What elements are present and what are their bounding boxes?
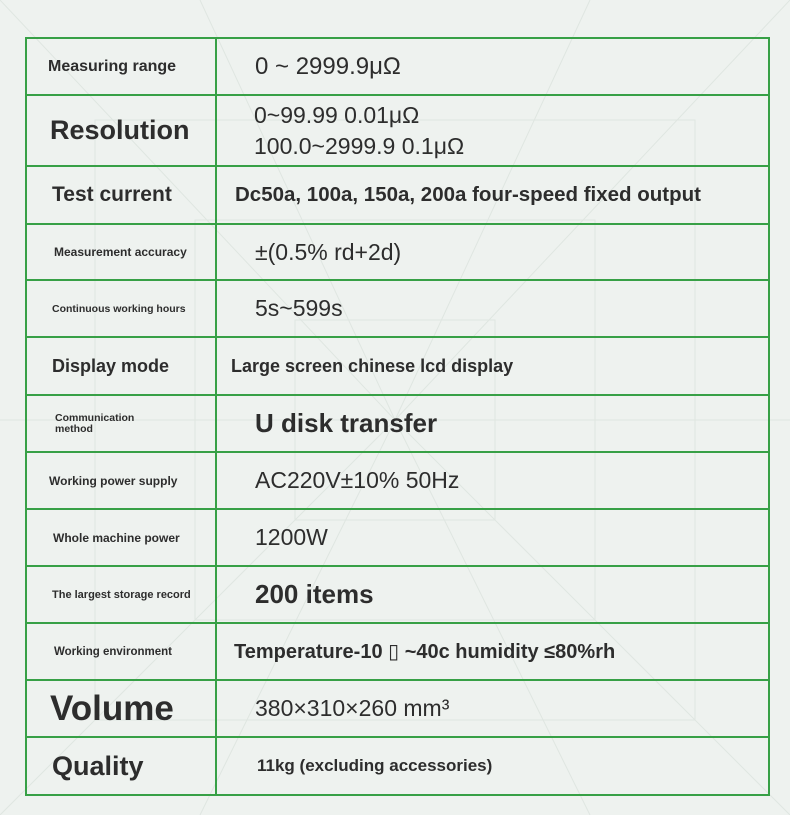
spec-label-cell xyxy=(26,509,216,566)
spec-value-line-2: 100.0~2999.9 0.1μΩ xyxy=(254,132,465,159)
spec-row-quality xyxy=(26,737,769,795)
spec-label-cell xyxy=(26,38,216,95)
spec-row-continuous-working-hours xyxy=(26,280,769,337)
spec-value-cell xyxy=(216,95,769,166)
spec-label: Continuous working hours xyxy=(52,302,186,315)
spec-label-cell xyxy=(26,737,216,795)
spec-label-line-1: Communication xyxy=(55,411,135,424)
spec-value-cell xyxy=(216,166,769,224)
spec-row-resolution xyxy=(26,95,769,166)
spec-value: 1200W xyxy=(255,524,328,550)
spec-value: AC220V±10% 50Hz xyxy=(255,467,460,493)
spec-label-cell xyxy=(26,95,216,166)
spec-row-communication-method xyxy=(26,395,769,452)
spec-label: Working environment xyxy=(54,645,172,658)
spec-row-working-environment xyxy=(26,623,769,680)
spec-value-cell xyxy=(216,38,769,95)
spec-value-cell xyxy=(216,509,769,566)
spec-label-cell xyxy=(26,166,216,224)
spec-label: Measuring range xyxy=(48,57,177,75)
spec-value: 200 items xyxy=(255,579,374,609)
spec-value-cell xyxy=(216,224,769,280)
spec-label: Measurement accuracy xyxy=(54,245,187,259)
spec-value-cell xyxy=(216,566,769,623)
spec-value-cell xyxy=(216,337,769,395)
spec-value-line-1: 0~99.99 0.01μΩ xyxy=(254,101,420,128)
spec-label-cell xyxy=(26,280,216,337)
spec-value: 5s~599s xyxy=(255,295,343,321)
spec-label-cell xyxy=(26,224,216,280)
spec-label-cell xyxy=(26,566,216,623)
spec-label: The largest storage record xyxy=(52,588,191,601)
spec-label: Resolution xyxy=(50,115,190,145)
spec-row-volume xyxy=(26,680,769,737)
spec-row-measurement-accuracy xyxy=(26,224,769,280)
spec-value: Dc50a, 100a, 150a, 200a four-speed fixed output xyxy=(235,183,701,206)
spec-value: ±(0.5% rd+2d) xyxy=(255,238,402,265)
spec-value: Temperature-10 ▯ ~40c humidity ≤80%rh xyxy=(234,641,616,663)
spec-label: Quality xyxy=(52,750,144,781)
spec-value-cell xyxy=(216,680,769,737)
spec-label: Working power supply xyxy=(49,473,178,488)
spec-row-working-power-supply xyxy=(26,452,769,509)
spec-row-measuring-range xyxy=(26,38,769,95)
spec-value: 11kg (excluding accessories) xyxy=(257,756,493,775)
spec-row-display-mode xyxy=(26,337,769,395)
spec-label-cell xyxy=(26,452,216,509)
spec-value: Large screen chinese lcd display xyxy=(231,355,514,376)
spec-value: 380×310×260 mm³ xyxy=(255,695,450,721)
spec-label: Display mode xyxy=(52,355,170,376)
spec-label: Whole machine power xyxy=(53,530,180,545)
spec-label: Test current xyxy=(52,183,172,206)
spec-table xyxy=(25,37,770,796)
spec-value-cell xyxy=(216,395,769,452)
spec-label-cell xyxy=(26,623,216,680)
spec-value: U disk transfer xyxy=(255,408,438,438)
spec-label-cell xyxy=(26,395,216,452)
spec-label: Volume xyxy=(50,688,174,728)
spec-label-cell xyxy=(26,337,216,395)
spec-row-largest-storage-record xyxy=(26,566,769,623)
spec-row-test-current xyxy=(26,166,769,224)
spec-row-whole-machine-power xyxy=(26,509,769,566)
spec-value-cell xyxy=(216,737,769,795)
spec-label-line-2: method xyxy=(55,422,93,435)
spec-value: 0 ~ 2999.9μΩ xyxy=(255,52,401,80)
spec-value-cell xyxy=(216,452,769,509)
spec-label-cell xyxy=(26,680,216,737)
spec-value-cell xyxy=(216,623,769,680)
spec-value-cell xyxy=(216,280,769,337)
